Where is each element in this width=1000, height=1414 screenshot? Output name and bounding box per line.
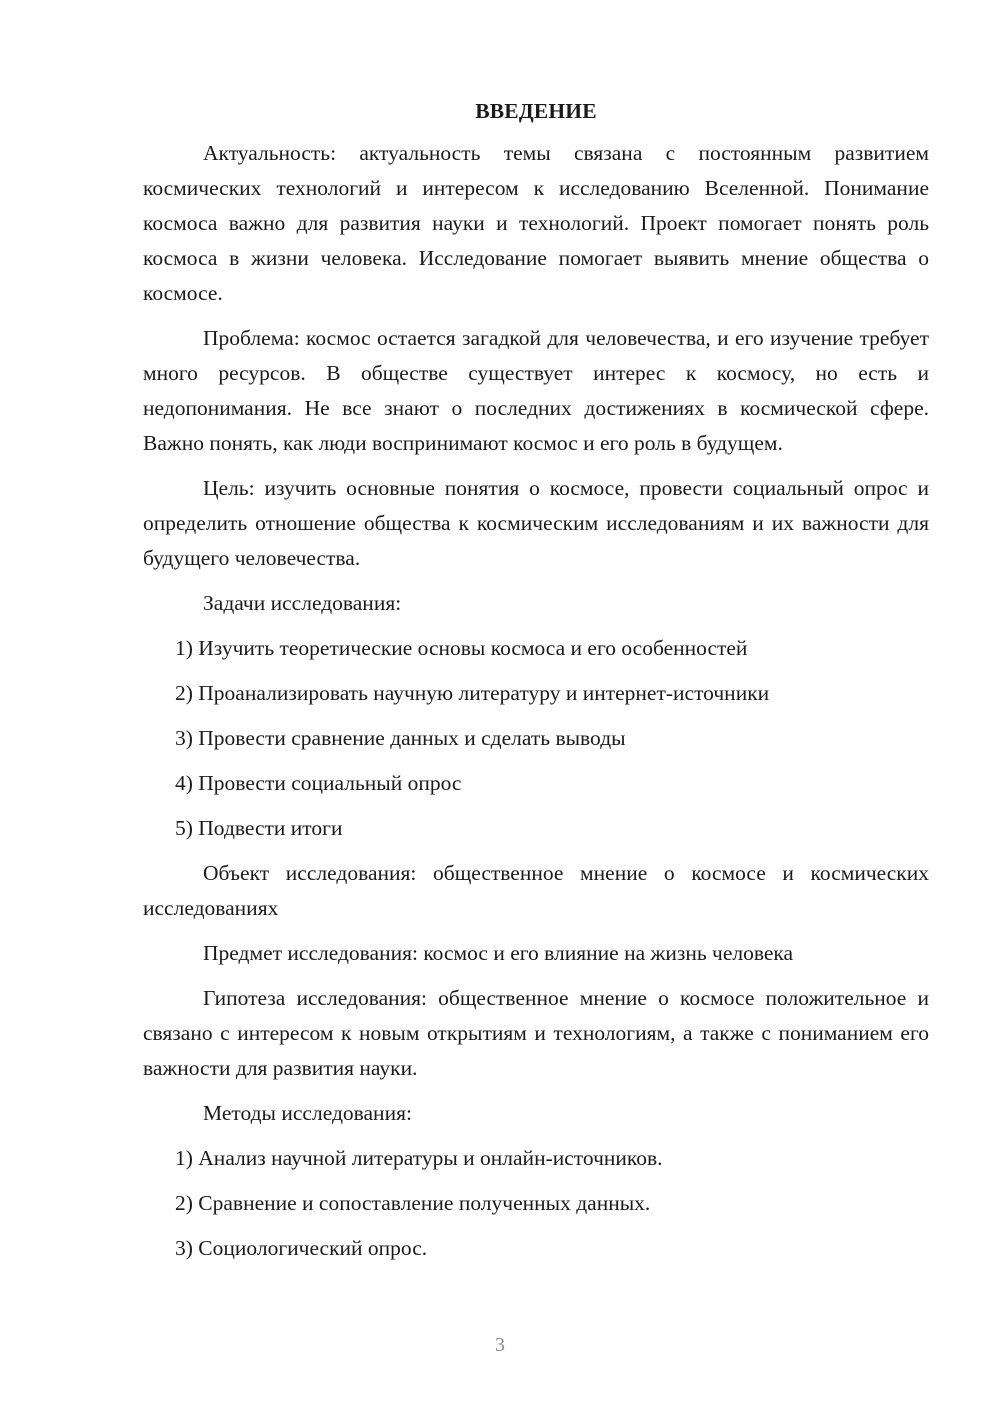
method-item: 2) Сравнение и сопоставление полученных данных. — [175, 1191, 651, 1215]
object-paragraph: Объект исследования: общественное мнение о космосе и космических исследованиях — [143, 861, 929, 920]
problem-paragraph: Проблема: космос остается загадкой для человечества, и его изучение требует много ресурсов. В обществе существует интерес к космосу, но есть и недопонимания. Не все знают о последних достижениях в космической сфере. Важно понять, как люди воспринимают космос и его роль в будущем. — [143, 326, 929, 455]
method-item: 1) Анализ научной литературы и онлайн-источников. — [175, 1146, 663, 1170]
tasks-heading: Задачи исследования: — [203, 591, 402, 615]
methods-heading: Методы исследования: — [203, 1101, 412, 1125]
relevance-paragraph: Актуальность: актуальность темы связана с постоянным развитием космических технологий и интересом к исследованию Вселенной. Понимание космоса важно для развития науки и технологий. Проект помогает понять роль космоса в жизни человека. Исследование помогает выявить мнение общества о космосе. — [143, 141, 929, 305]
task-item: 4) Провести социальный опрос — [175, 771, 462, 795]
method-item: 3) Социологический опрос. — [175, 1236, 428, 1260]
page-number: 3 — [495, 1334, 505, 1356]
document-page — [143, 96, 929, 1276]
task-item: 2) Проанализировать научную литературу и интернет-источники — [175, 681, 770, 705]
task-item: 1) Изучить теоретические основы космоса и его особенностей — [175, 636, 748, 660]
goal-paragraph: Цель: изучить основные понятия о космосе, провести социальный опрос и определить отношение общества к космическим исследованиям и их важности для будущего человечества. — [143, 476, 929, 570]
hypothesis-paragraph: Гипотеза исследования: общественное мнение о космосе положительное и связано с интересом к новым открытиям и технологиям, а также с пониманием его важности для развития науки. — [143, 986, 929, 1080]
document-title: ВВЕДЕНИЕ — [475, 99, 597, 123]
task-item: 3) Провести сравнение данных и сделать выводы — [175, 726, 626, 750]
subject-paragraph: Предмет исследования: космос и его влияние на жизнь человека — [203, 941, 794, 965]
task-item: 5) Подвести итоги — [175, 816, 343, 840]
